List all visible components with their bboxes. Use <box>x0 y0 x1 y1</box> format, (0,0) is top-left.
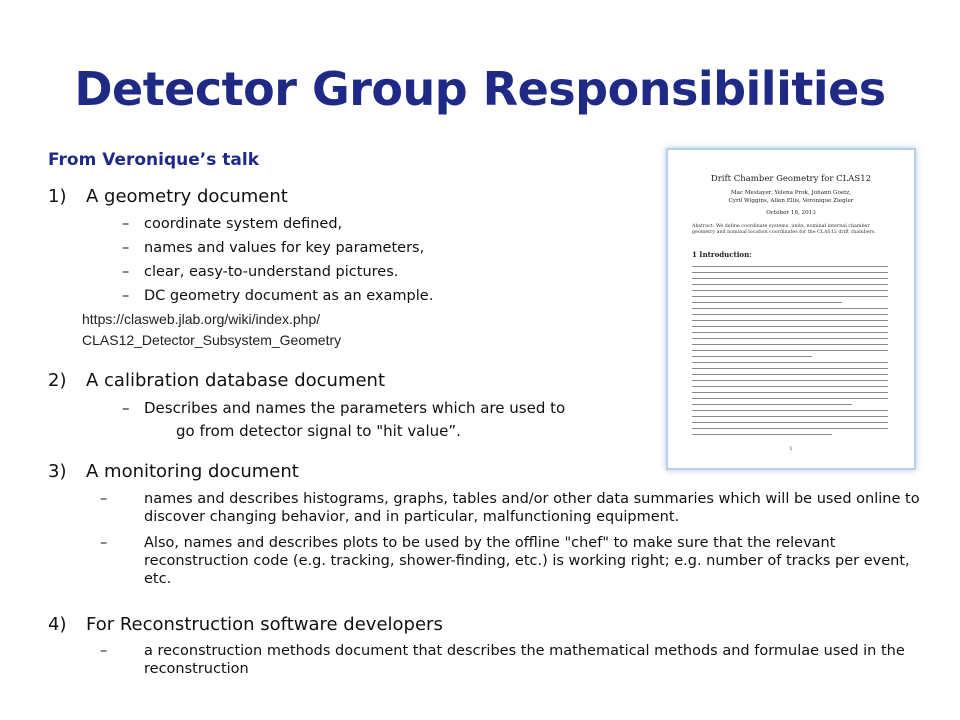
section-4-heading <box>48 614 443 635</box>
list-item: – coordinate system defined, <box>122 216 343 232</box>
list-item: – names and values for key parameters, <box>122 240 425 256</box>
paper-title: Drift Chamber Geometry for CLAS12 <box>710 174 872 184</box>
paper-abstract: Abstract: We define coordinate systems, units, nominal internal chamber geometry and nominal location coordinates for the CLAS12 drift chambers. <box>692 224 876 235</box>
paper-authors-2: Cyril Wiggins, Allen Ellis, Veronique Ziegler <box>728 198 854 204</box>
slide-title: Detector Group Responsibilities <box>74 62 886 116</box>
section-1-heading <box>48 186 288 207</box>
paper-section-heading: 1 Introduction: <box>692 250 752 259</box>
list-item: – DC geometry document as an example. <box>122 288 434 304</box>
section-4-title: For Reconstruction software developers <box>86 614 443 635</box>
section-2-number: 2) <box>48 370 67 391</box>
subtitle-from-talk: From Veronique’s talk <box>48 150 259 170</box>
section-4-number: 4) <box>48 614 67 635</box>
wiki-url-line-2[interactable]: CLAS12_Detector_Subsystem_Geometry <box>82 332 342 348</box>
wiki-url-line-1[interactable]: https://clasweb.jlab.org/wiki/index.php/ <box>82 311 321 327</box>
paper-date: October 16, 2013 <box>766 210 816 216</box>
list-item: – Describes and names the parameters which are used to <box>122 399 566 417</box>
paper-authors-1: Mac Mestayer, Yelena Prok, Johann Goetz, <box>730 190 852 196</box>
section-3-title: A monitoring document <box>86 461 299 482</box>
list-item: – Also, names and describes plots to be used by the offline "chef" to make sure that the relevant reconstruction code (e.g. tracking, shower-finding, etc.) is working right; e.g. number of tracks per event, etc. <box>100 535 910 587</box>
paper-thumbnail <box>666 148 916 470</box>
section-3-number: 3) <box>48 461 67 482</box>
section-2-title: A calibration database document <box>86 370 386 391</box>
section-1-title: A geometry document <box>86 186 288 207</box>
list-item: – a reconstruction methods document that describes the mathematical methods and formulae used in the reconstruction <box>100 643 905 677</box>
section-2-heading <box>48 370 385 391</box>
paper-page-number: 1 <box>789 446 793 452</box>
list-item-continuation: go from detector signal to "hit value”. <box>176 422 461 440</box>
list-item: – clear, easy-to-understand pictures. <box>122 264 399 280</box>
section-3-heading <box>48 461 299 482</box>
list-item: – names and describes histograms, graphs, tables and/or other data summaries which will be used online to discover changing behavior, and in particular, malfunctioning equipment. <box>100 491 920 525</box>
section-1-number: 1) <box>48 186 67 207</box>
